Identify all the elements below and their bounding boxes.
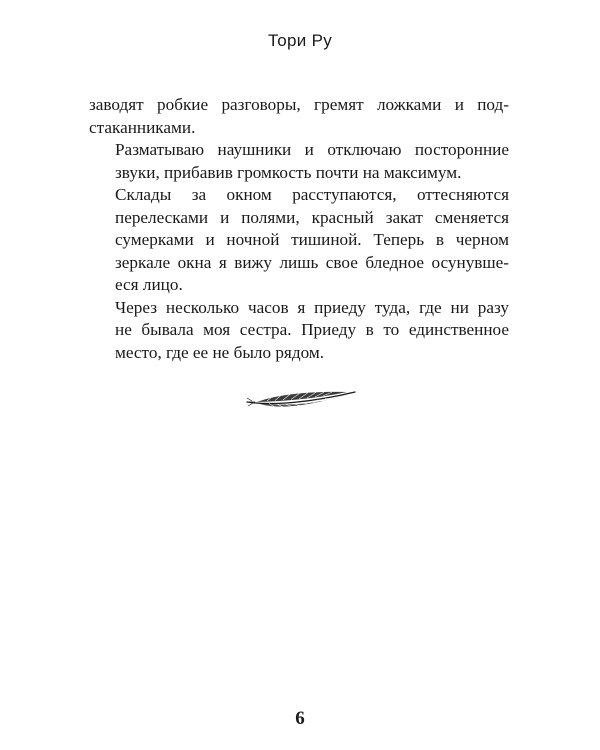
- text-line: стаканниками.: [89, 117, 196, 137]
- text-line: еся лицо.: [115, 275, 183, 294]
- text-line: не бывала моя сестра. Приеду в то единственное: [115, 320, 509, 339]
- text-line: Склады за окном расступаются, оттесняются: [115, 185, 509, 204]
- text-line: заводят робкие разговоры, гремят ложками и под-: [89, 95, 509, 114]
- text-line: место, где ее не было рядом.: [115, 342, 325, 362]
- text-line: Разматываю наушники и отключаю посторонние: [115, 140, 509, 159]
- text-line: звуки, прибавив громкость почти на максимум.: [115, 162, 462, 182]
- page-number-value: 6: [295, 708, 305, 729]
- text-line: перелесками и полями, красный закат сменяется: [115, 207, 509, 227]
- body-text: [89, 94, 509, 364]
- text-line: Через несколько часов я приеду туда, где ни разу: [115, 297, 509, 317]
- paragraph: [89, 139, 509, 184]
- author-name: Тори Ру: [267, 31, 333, 50]
- text-line: сумерками и ночной тишиной. Теперь в черном: [115, 230, 509, 249]
- paragraph: [89, 94, 509, 139]
- paragraph: [89, 297, 509, 365]
- page-number: [0, 708, 600, 730]
- paragraph: [89, 184, 509, 297]
- feather-icon: [243, 388, 359, 414]
- running-header: [0, 31, 600, 51]
- text-line: зеркале окна я вижу лишь свое бледное осунувше-: [115, 252, 509, 272]
